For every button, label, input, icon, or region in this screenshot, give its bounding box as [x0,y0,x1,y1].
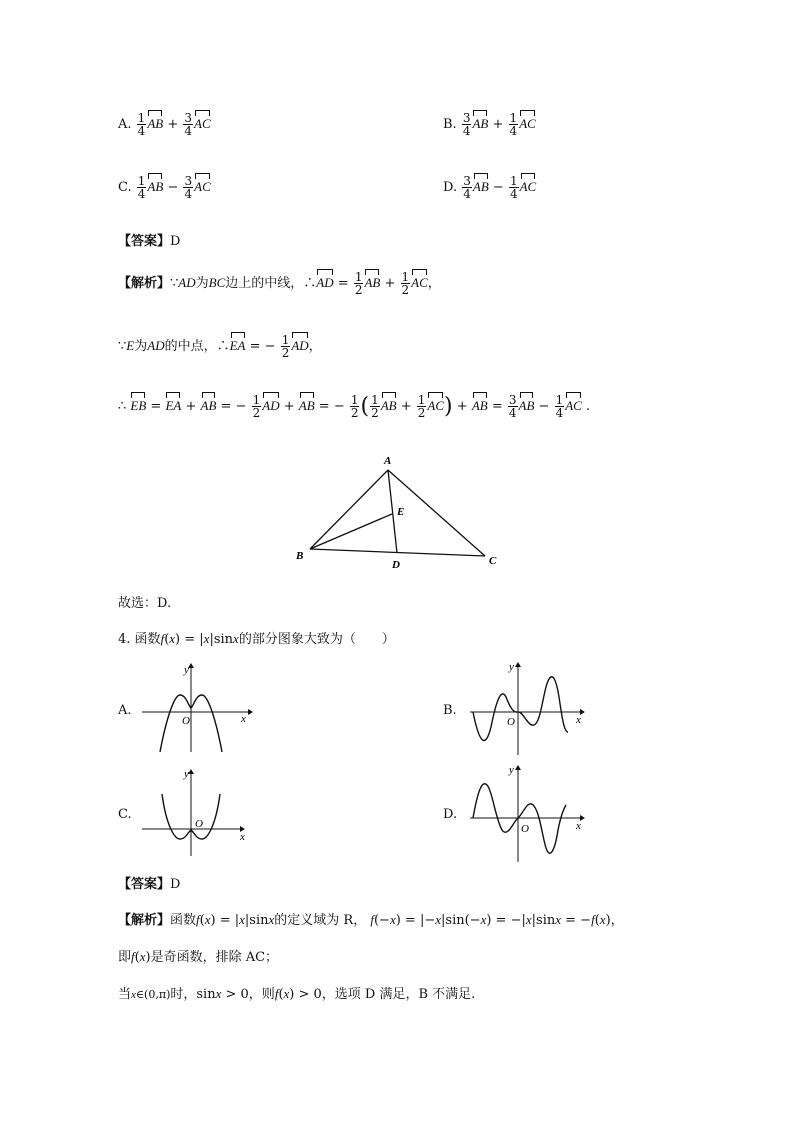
vertex-a-label: A [384,455,392,467]
svg-text:x: x [576,714,581,726]
graph-d-label: D. [443,807,458,822]
q4-analysis-line3: 当x∈(0,π)时，sinx > 0，则f(x) > 0，选项 D 满足，B 不满足. [118,986,476,1002]
option-c: C. $\frac{1}{4}$ AB − $\frac{3}{4}$ AC [118,174,211,201]
q3-analysis-line1: 【解析】∵AD为BC边上的中线，∴AD = $\frac{1}{2}$ AB + $\frac{1}{2}$ AC， [118,270,441,297]
graph-d [468,760,588,865]
fraction: $\frac{1}{4}$ [137,111,146,138]
svg-text:O: O [507,716,515,728]
svg-text:y: y [184,768,189,780]
graph-b-label: B. [443,703,457,718]
svg-text:y: y [509,661,514,673]
q4-analysis-line2: 即f(x)是奇函数，排除 AC； [118,949,279,965]
vector-ab: AB [147,116,164,131]
fraction: $\frac{3}{4}$ [184,111,193,138]
graph-c-label: C. [118,807,132,822]
svg-text:x: x [240,831,245,843]
point-d-label: D [392,559,400,571]
svg-text:O: O [521,823,529,835]
option-d: D. $\frac{3}{4}$ AB − $\frac{1}{4}$ AC [443,174,537,201]
median-ad [388,470,397,553]
q3-answer: 【答案】D [118,234,181,249]
point-e-label: E [397,506,405,518]
q3-analysis-line2: ∵E为AD的中点，∴EA = − $\frac{1}{2}$ AD， [118,333,322,360]
option-a: A. $\frac{1}{4}$ AB + $\frac{3}{4}$ AC [118,111,211,138]
q4-answer: 【答案】D [118,877,181,892]
option-c-label: C. [118,180,132,195]
svg-text:y: y [184,664,189,676]
vertex-c-label: C [489,555,497,567]
option-b: B. $\frac{3}{4}$ AB + $\frac{1}{4}$ AC [443,111,536,138]
q3-choose: 故选：D. [118,596,172,611]
graph-b [468,657,588,757]
svg-text:x: x [241,713,246,725]
q3-analysis-line3: ∴ EB = EA + AB = − $\frac{1}{2}$ AD + AB = − $\frac{1}{2}$ ( $\frac{1}{2}$ AB + $\frac{1}{2}$ AC) + AB = $\frac{3}{4}$ AB − $\frac{1}{4}$ AC . [118,393,591,420]
graph-c [140,764,255,859]
graph-a-label: A. [118,703,132,718]
triangle-diagram [290,448,510,573]
svg-text:O: O [195,818,203,830]
segment-be [310,514,392,549]
side-ab [310,470,388,549]
vertex-b-label: B [296,550,304,562]
vector-ac: AC [194,116,211,131]
graph-a [140,660,255,755]
q4-analysis-line1: 【解析】函数f(x) = |x|sinx的定义域为 R， f(−x) = |−x|sin(−x) = −|x|sinx = −f(x)， [118,912,624,928]
q4-stem: 4. 函数f(x) = |x|sinx的部分图象大致为（ ） [118,631,395,647]
option-b-label: B. [443,117,457,132]
svg-text:x: x [576,820,581,832]
option-d-label: D. [443,180,458,195]
svg-text:O: O [182,715,190,727]
svg-text:y: y [509,764,514,776]
option-a-label: A. [118,117,132,132]
